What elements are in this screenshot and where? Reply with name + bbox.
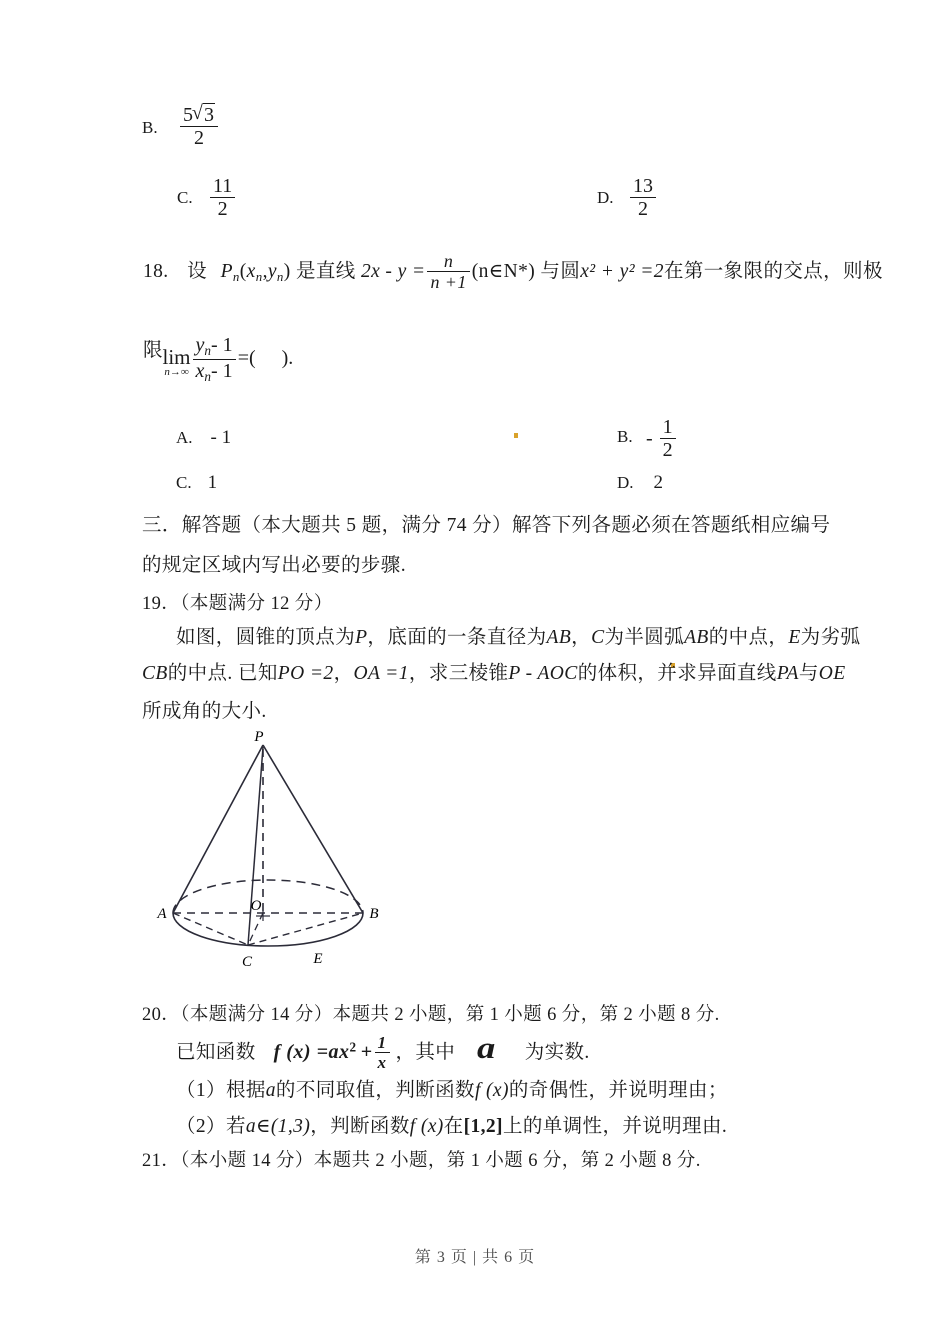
q19-line1-f: 为劣弧 — [800, 627, 861, 648]
option-b-label-q17: B. — [142, 118, 158, 137]
edge-PC — [248, 747, 263, 945]
q18-stem-part2: 是直线 — [295, 261, 356, 283]
q20-formula-frac-num: 1 — [377, 1032, 387, 1052]
q18-stem-part1: 设 — [187, 261, 208, 283]
option-b-numerator-q18: 1 — [662, 415, 673, 438]
q19-point-C: C — [591, 627, 605, 648]
option-b-value-q18 — [646, 417, 678, 463]
q19-line2-d: 的体积，并求异面直线 — [577, 663, 777, 684]
q18-comma: , — [262, 261, 268, 283]
q19-line2-a: 的中点. 已知 — [167, 663, 278, 684]
label-B: B — [369, 906, 379, 922]
label-A: A — [157, 906, 167, 922]
page-footer-label: 第 3 页 | 共 6 页 — [414, 1249, 536, 1266]
q18-paren-open: ( — [239, 261, 247, 283]
section-three-heading-line2: 的规定区域内写出必要的步骤. — [142, 555, 406, 576]
base-ellipse-front-arc — [173, 913, 363, 946]
q19-pyramid-PAOC: P - AOC — [508, 663, 578, 684]
question-18-limit-expression — [143, 334, 293, 386]
q20-sub2-b: ，判断函数 — [310, 1116, 410, 1137]
q19-line1-d: 为半圆弧 — [604, 627, 685, 648]
q20-sub1-fx: f (x) — [474, 1080, 509, 1101]
q18-equals-paren: =( — [237, 347, 256, 370]
q18-circle-equation: x² + y² =2 — [580, 261, 664, 283]
q19-arc-AB: AB — [684, 627, 709, 648]
scan-artifact-dot-1 — [514, 433, 518, 438]
q20-sub2-condition: a∈(1,3) — [245, 1116, 311, 1137]
option-a-value-q18: - 1 — [210, 427, 232, 448]
cone-diagram-svg — [140, 725, 430, 975]
question-19-line3: 所成角的大小. — [142, 701, 267, 722]
question-21-header: 21．（本小题 14 分）本题共 2 小题，第 1 小题 6 分，第 2 小题 8 分. — [142, 1151, 701, 1171]
q20-given-prefix: 已知函数 — [176, 1042, 256, 1063]
q18-var-x-subscript: n — [255, 270, 263, 285]
option-d-q18 — [617, 472, 663, 494]
q19-OA-value: OA =1 — [353, 663, 409, 684]
q20-given-suffix: 为实数. — [524, 1042, 590, 1063]
question-20-header: 20．（本题满分 14 分）本题共 2 小题，第 1 小题 6 分，第 2 小题 8 分. — [142, 1005, 720, 1025]
q20-formula-plus: + — [360, 1041, 373, 1063]
option-b-q18 — [617, 427, 633, 447]
question-19-line1 — [176, 621, 860, 649]
q19-line1-b: ，底面的一条直径为 — [367, 627, 547, 648]
option-c-value-q17 — [208, 176, 237, 222]
label-P: P — [254, 729, 264, 745]
page-footer — [0, 1244, 950, 1267]
q18-var-x: x — [246, 261, 256, 283]
chord-CB — [248, 913, 363, 945]
q18-point-P-subscript: n — [232, 270, 240, 285]
q18-domain: (n∈N*) — [471, 261, 536, 283]
option-c-label-q17: C. — [177, 188, 193, 207]
slant-edge-PB — [263, 745, 363, 913]
option-a-q18 — [176, 427, 231, 449]
q20-sub1-variable: a — [265, 1080, 276, 1101]
q20-formula-exponent: 2 — [349, 1039, 357, 1055]
option-b-value-q17 — [178, 104, 220, 151]
option-d-value-q18: 2 — [653, 472, 664, 493]
question-20-given — [176, 1030, 590, 1073]
q20-formula — [273, 1032, 392, 1072]
q20-sub2-interval: [1,2] — [463, 1116, 503, 1137]
q20-sub2-d: 上的单调性，并说明理由. — [502, 1116, 728, 1137]
option-d-q17 — [597, 188, 614, 208]
option-c-numerator: 11 — [213, 174, 233, 197]
label-E: E — [313, 951, 323, 967]
q18-limit-num-sub: n — [204, 343, 212, 359]
q18-limit-den-var: x — [195, 359, 205, 382]
q20-sub2-a: （2）若 — [176, 1116, 246, 1137]
q19-arc-CB: CB — [142, 663, 168, 684]
q18-limit-den-sub: n — [204, 369, 212, 385]
q18-fraction-denominator: n +1 — [427, 271, 469, 292]
question-18-number: 18. — [143, 261, 169, 283]
q20-sub1-b: 的不同取值，判断函数 — [275, 1080, 475, 1101]
q18-stem-part4: 在第一象限的交点，则极 — [663, 261, 883, 283]
q19-line2-b: ， — [333, 663, 354, 684]
q18-stem-part3: 与圆 — [540, 261, 581, 283]
base-ellipse-back-arc — [173, 880, 363, 913]
option-b-denominator: 2 — [180, 126, 218, 149]
q18-var-y-subscript: n — [276, 270, 284, 285]
section-three-heading-line1: 三．解答题（本大题共 5 题，满分 74 分）解答下列各题必须在答题纸相应编号 — [142, 515, 831, 536]
q18-var-y: y — [267, 261, 277, 283]
q18-limit-num-tail: - 1 — [211, 333, 233, 356]
q18-lim-subscript: n→∞ — [164, 366, 189, 379]
q20-given-mid: ，其中 — [395, 1042, 456, 1063]
q18-fraction-numerator: n — [443, 250, 454, 271]
option-a-label-q18: A. — [176, 428, 193, 447]
q18-point-P: P — [220, 261, 233, 283]
option-d-value-q17 — [628, 176, 658, 222]
option-d-label-q17: D. — [597, 188, 614, 207]
q19-line-OE: OE — [818, 663, 846, 684]
question-20-sub1 — [176, 1074, 728, 1102]
q19-line2-c: ，求三棱锥 — [408, 663, 509, 684]
option-d-denominator: 2 — [630, 197, 656, 220]
option-c-q17 — [177, 188, 193, 208]
option-c-q18 — [176, 472, 217, 494]
q18-close-paren: ). — [281, 347, 294, 370]
option-c-value-q18: 1 — [207, 472, 218, 493]
cone-diagram — [140, 725, 430, 975]
q20-formula-frac-den: x — [375, 1052, 390, 1072]
q18-stem-part5: 限 — [143, 340, 163, 361]
q18-paren-close: ) — [283, 261, 291, 283]
q19-line1-e: 的中点， — [708, 627, 789, 648]
q19-apex-P: P — [355, 627, 368, 648]
q19-line1-c: ， — [571, 627, 592, 648]
q18-line-equation-lhs: 2x - y = — [360, 261, 426, 283]
question-18-stem — [143, 252, 883, 293]
q20-sub2-c: 在 — [443, 1116, 464, 1137]
q20-formula-ax: ax — [328, 1041, 350, 1063]
question-20-sub2 — [176, 1110, 727, 1138]
q20-formula-fx: f (x) = — [273, 1041, 329, 1063]
q20-sub1-c: 的奇偶性，并说明理由； — [508, 1080, 728, 1101]
q19-line2-e: 与 — [798, 663, 819, 684]
option-b-radicand: 3 — [203, 103, 214, 126]
q19-PO-value: PO =2 — [277, 663, 334, 684]
option-c-denominator: 2 — [210, 197, 235, 220]
label-O: O — [250, 898, 262, 914]
question-19-line2 — [142, 657, 846, 685]
q18-limit-den-tail: - 1 — [211, 359, 233, 382]
q18-limit-num-var: y — [195, 333, 205, 356]
label-C: C — [241, 954, 253, 970]
q19-segment-AB: AB — [546, 627, 572, 648]
q19-point-E: E — [788, 627, 801, 648]
option-c-label-q18: C. — [176, 473, 192, 492]
option-b-denominator-q18: 2 — [660, 438, 676, 461]
option-b-coefficient: 5 — [183, 103, 193, 126]
q19-line1-a: 如图，圆锥的顶点为 — [176, 627, 356, 648]
option-d-numerator: 13 — [633, 174, 653, 197]
option-b-sign-q18: - — [646, 427, 653, 450]
q20-sub2-fx: f (x) — [409, 1116, 444, 1137]
option-b-q17 — [142, 118, 158, 138]
question-19-header: 19．（本题满分 12 分） — [142, 594, 333, 614]
q20-sub1-a: （1）根据 — [176, 1080, 266, 1101]
q20-parameter-a: a — [477, 1030, 496, 1065]
option-b-label-q18: B. — [617, 427, 633, 446]
option-d-label-q18: D. — [617, 473, 634, 492]
slant-edge-PA — [173, 745, 263, 913]
q18-lim-operator: lim — [162, 345, 191, 370]
q19-line-PA: PA — [776, 663, 799, 684]
